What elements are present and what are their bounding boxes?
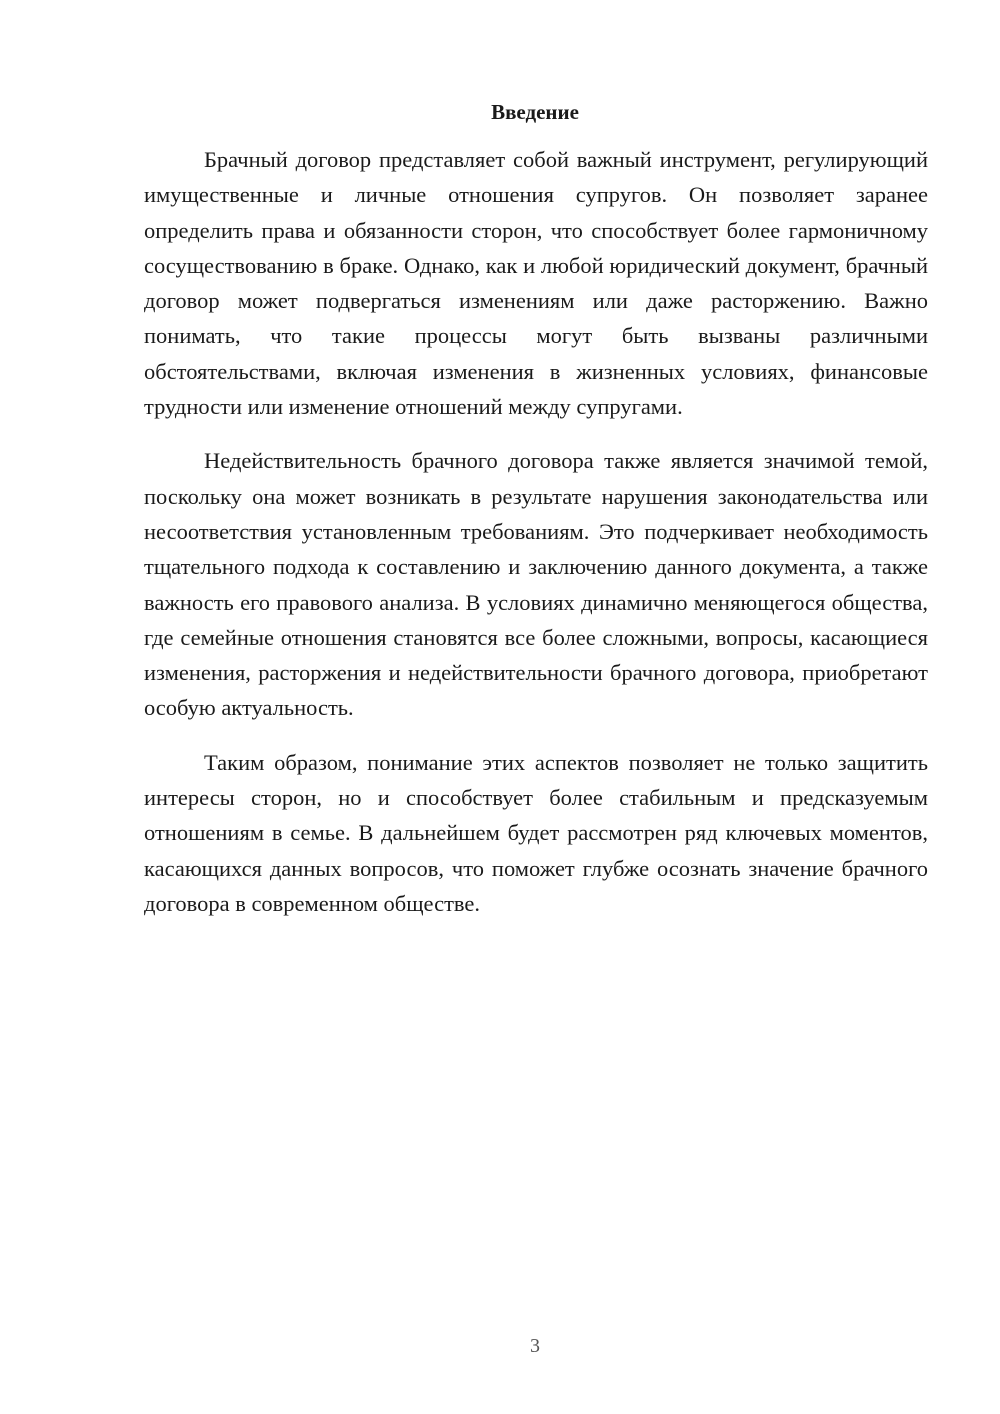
document-body <box>144 142 928 940</box>
paragraph-2: Недействительность брачного договора также является значимой темой, поскольку она может возникать в результате нарушения законодательства или несоответствия установленным требованиям. Это подчеркивает необходимость тщательного подхода к составлению и заключению данного документа, а также важность его правового анализа. В условиях динамично меняющегося общества, где семейные отношения становятся все более сложными, вопросы, касающиеся изменения, расторжения и недействительности брачного договора, приобретают особую актуальность. <box>144 448 928 721</box>
page-number: 3 <box>530 1335 540 1357</box>
paragraph-3: Таким образом, понимание этих аспектов позволяет не только защитить интересы сторон, но и способствует более стабильным и предсказуемым отношениям в семье. В дальнейшем будет рассмотрен ряд ключевых моментов, касающихся данных вопросов, что поможет глубже осознать значение брачного договора в современном обществе. <box>144 749 928 916</box>
section-heading: Введение <box>491 100 579 124</box>
paragraph-1: Брачный договор представляет собой важный инструмент, регулирующий имущественные и личные отношения супругов. Он позволяет заранее определить права и обязанности сторон, что способствует более гармоничному сосуществованию в браке. Однако, как и любой юридический документ, брачный договор может подвергаться изменениям или даже расторжению. Важно понимать, что такие процессы могут быть вызваны различными обстоятельствами, включая изменения в жизненных условиях, финансовые трудности или изменение отношений между супругами. <box>144 147 928 420</box>
